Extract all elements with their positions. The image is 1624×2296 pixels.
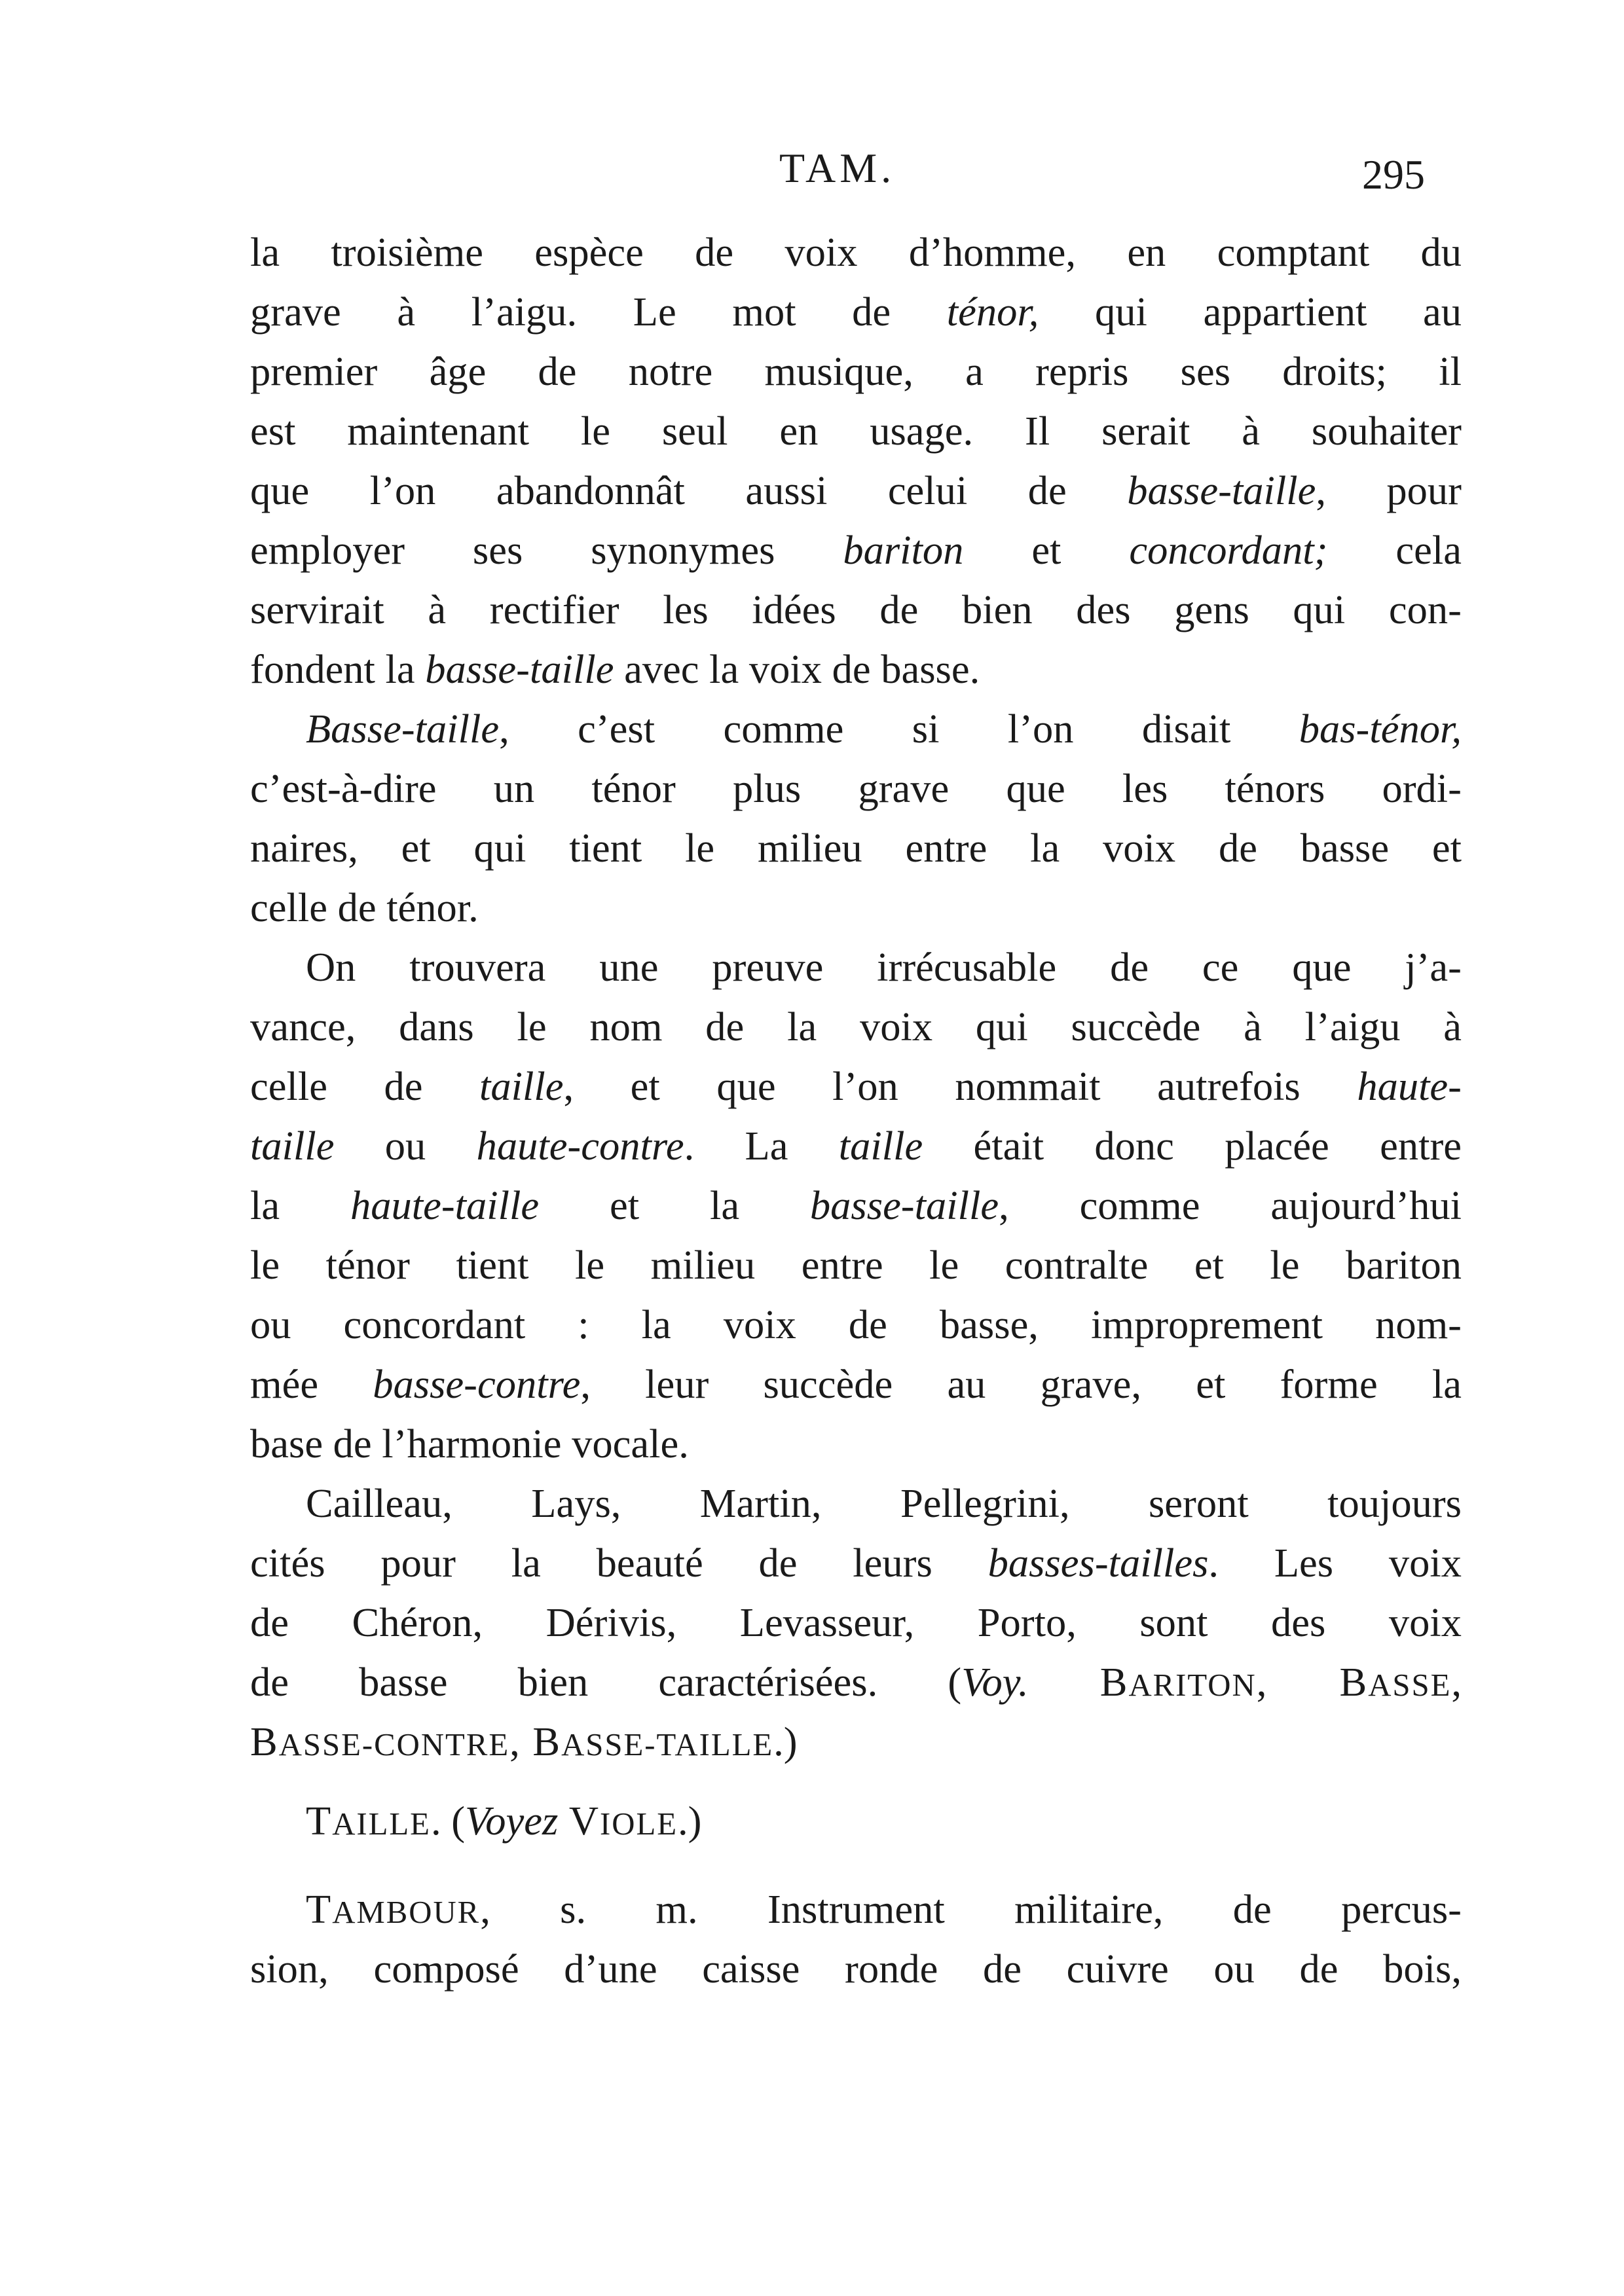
text-line: Cailleau, Lays, Martin, Pellegrini, seront toujours (306, 1480, 1462, 1526)
text-line: BASSE-CONTRE, BASSE-TAILLE.) (250, 1719, 798, 1764)
text-line: servirait à rectifier les idées de bien des gens qui con- (250, 587, 1462, 632)
text-line: base de l’harmonie vocale. (250, 1421, 689, 1467)
text-line: est maintenant le seul en usage. Il serait à souhaiter (250, 408, 1462, 454)
text-line: fondent la basse-taille avec la voix de basse. (250, 646, 980, 692)
text-line: cités pour la beauté de leurs basses-tailles. Les voix (250, 1540, 1462, 1586)
text-line: employer ses synonymes bariton et concordant; cela (250, 527, 1462, 573)
text-line: premier âge de notre musique, a repris ses droits; il (250, 348, 1462, 394)
text-line: naires, et qui tient le milieu entre la voix de basse et (250, 825, 1462, 871)
text-line: ou concordant : la voix de basse, improprement nom- (250, 1302, 1462, 1347)
text-line: grave à l’aigu. Le mot de ténor, qui appartient au (250, 289, 1462, 335)
text-line: mée basse-contre, leur succède au grave, et forme la (250, 1361, 1462, 1407)
text-line: sion, composé d’une caisse ronde de cuivre ou de bois, (250, 1946, 1462, 1992)
entry-gap (250, 1772, 1462, 1791)
text-line: la haute-taille et la basse-taille, comme aujourd’hui (250, 1182, 1462, 1228)
dictionary-entry-taille: TAILLE. (Voyez VIOLE.) (306, 1798, 702, 1844)
text-line: le ténor tient le milieu entre le contralte et le bariton (250, 1242, 1462, 1288)
entry-gap (250, 1851, 1462, 1880)
running-head (0, 131, 1624, 196)
text-line: de Chéron, Dérivis, Levasseur, Porto, sont des voix (250, 1599, 1462, 1645)
page-number: 295 (1362, 151, 1425, 198)
text-line: de basse bien caractérisées. (Voy. BARITON, BASSE, (250, 1659, 1462, 1705)
text-line: c’est-à-dire un ténor plus grave que les ténors ordi- (250, 765, 1462, 811)
dictionary-entry-tambour: TAMBOUR, s. m. Instrument militaire, de percus- (306, 1886, 1462, 1932)
running-title: TAM. (779, 145, 896, 191)
text-line: celle de ténor. (250, 884, 479, 930)
text-line: vance, dans le nom de la voix qui succède à l’aigu à (250, 1004, 1462, 1049)
text-line: taille ou haute-contre. La taille était donc placée entre (250, 1123, 1462, 1169)
text-line: la troisième espèce de voix d’homme, en comptant du (250, 229, 1462, 275)
text-line: Basse-taille, c’est comme si l’on disait bas-ténor, (306, 706, 1462, 752)
text-line: On trouvera une preuve irrécusable de ce que j’a- (306, 944, 1462, 990)
text-line: celle de taille, et que l’on nommait autrefois haute- (250, 1063, 1462, 1109)
body-text (250, 223, 1462, 1999)
text-line: que l’on abandonnât aussi celui de basse-taille, pour (250, 467, 1462, 513)
